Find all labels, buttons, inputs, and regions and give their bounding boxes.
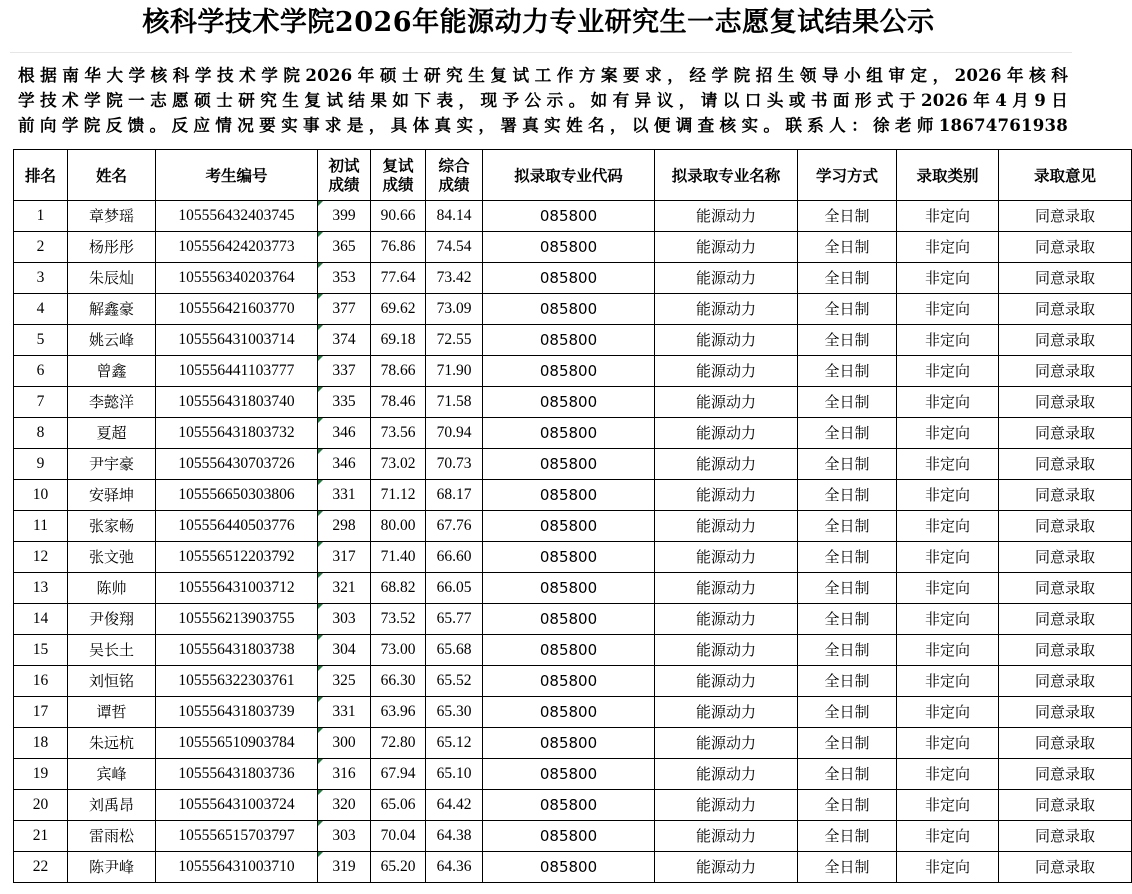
cell-exam-id: 105556431803738	[156, 635, 318, 666]
table-row	[14, 604, 1132, 635]
cell-major-name: 能源动力	[655, 728, 798, 759]
cell-major-code: 085800	[483, 418, 655, 449]
cell-major-name: 能源动力	[655, 790, 798, 821]
cell-major-code: 085800	[483, 263, 655, 294]
cell-exam-id: 105556430703726	[156, 449, 318, 480]
cell-name: 吴长土	[68, 635, 156, 666]
cell-total-score: 68.17	[426, 480, 483, 511]
cell-exam-id: 105556431803739	[156, 697, 318, 728]
title-divider	[10, 52, 1072, 53]
cell-opinion: 同意录取	[999, 294, 1132, 325]
table-row	[14, 821, 1132, 852]
table-row	[14, 201, 1132, 232]
cell-total-score: 71.90	[426, 356, 483, 387]
cell-initial-score: 319	[318, 852, 371, 883]
table-row	[14, 511, 1132, 542]
table-row	[14, 418, 1132, 449]
cell-total-score: 65.30	[426, 697, 483, 728]
cell-retest-score: 68.82	[371, 573, 426, 604]
notice-line: 前向学院反馈。反应情况要实事求是，具体真实，署真实姓名，以便调查核实。联系人：徐老师18674761938	[18, 115, 1068, 135]
cell-major-name: 能源动力	[655, 542, 798, 573]
cell-retest-score: 69.62	[371, 294, 426, 325]
cell-major-code: 085800	[483, 635, 655, 666]
cell-initial-score: 377	[318, 294, 371, 325]
header-major-code-label: 拟录取专业代码	[514, 165, 623, 185]
cell-name: 刘恒铭	[68, 666, 156, 697]
cell-exam-id: 105556515703797	[156, 821, 318, 852]
cell-total-score: 65.68	[426, 635, 483, 666]
cell-total-score: 70.94	[426, 418, 483, 449]
cell-initial-score: 303	[318, 821, 371, 852]
cell-major-code: 085800	[483, 697, 655, 728]
header-initial-score-label: 初试成绩	[328, 156, 360, 194]
cell-opinion: 同意录取	[999, 387, 1132, 418]
cell-initial-score: 320	[318, 790, 371, 821]
cell-study-mode: 全日制	[798, 325, 897, 356]
cell-name: 杨彤彤	[68, 232, 156, 263]
cell-initial-score: 399	[318, 201, 371, 232]
cell-major-name: 能源动力	[655, 263, 798, 294]
cell-major-code: 085800	[483, 790, 655, 821]
cell-rank: 18	[14, 728, 68, 759]
cell-rank: 22	[14, 852, 68, 883]
cell-name: 朱辰灿	[68, 263, 156, 294]
cell-total-score: 65.77	[426, 604, 483, 635]
cell-category: 非定向	[897, 573, 999, 604]
cell-opinion: 同意录取	[999, 821, 1132, 852]
cell-retest-score: 70.04	[371, 821, 426, 852]
cell-category: 非定向	[897, 697, 999, 728]
table-row	[14, 542, 1132, 573]
cell-category: 非定向	[897, 666, 999, 697]
table-row	[14, 356, 1132, 387]
cell-retest-score: 65.06	[371, 790, 426, 821]
cell-study-mode: 全日制	[798, 232, 897, 263]
cell-initial-score: 353	[318, 263, 371, 294]
cell-opinion: 同意录取	[999, 449, 1132, 480]
header-major-name: 拟录取专业名称	[655, 150, 798, 201]
cell-opinion: 同意录取	[999, 759, 1132, 790]
cell-rank: 12	[14, 542, 68, 573]
cell-study-mode: 全日制	[798, 790, 897, 821]
cell-study-mode: 全日制	[798, 604, 897, 635]
cell-initial-score: 331	[318, 480, 371, 511]
cell-opinion: 同意录取	[999, 232, 1132, 263]
cell-total-score: 84.14	[426, 201, 483, 232]
cell-major-name: 能源动力	[655, 480, 798, 511]
cell-exam-id: 105556322303761	[156, 666, 318, 697]
table-body	[14, 201, 1132, 883]
cell-category: 非定向	[897, 480, 999, 511]
cell-study-mode: 全日制	[798, 511, 897, 542]
cell-category: 非定向	[897, 201, 999, 232]
cell-initial-score: 304	[318, 635, 371, 666]
cell-major-name: 能源动力	[655, 294, 798, 325]
cell-major-name: 能源动力	[655, 232, 798, 263]
cell-opinion: 同意录取	[999, 263, 1132, 294]
cell-name: 张家畅	[68, 511, 156, 542]
cell-major-name: 能源动力	[655, 821, 798, 852]
cell-initial-score: 316	[318, 759, 371, 790]
table-row	[14, 666, 1132, 697]
cell-category: 非定向	[897, 356, 999, 387]
cell-major-name: 能源动力	[655, 666, 798, 697]
cell-rank: 4	[14, 294, 68, 325]
cell-initial-score: 331	[318, 697, 371, 728]
cell-category: 非定向	[897, 418, 999, 449]
cell-major-code: 085800	[483, 573, 655, 604]
table-row	[14, 759, 1132, 790]
cell-exam-id: 105556213903755	[156, 604, 318, 635]
cell-name: 张文弛	[68, 542, 156, 573]
cell-major-code: 085800	[483, 449, 655, 480]
cell-category: 非定向	[897, 232, 999, 263]
table-row	[14, 387, 1132, 418]
header-study-mode: 学习方式	[798, 150, 897, 201]
cell-retest-score: 72.80	[371, 728, 426, 759]
cell-major-name: 能源动力	[655, 511, 798, 542]
cell-retest-score: 73.56	[371, 418, 426, 449]
cell-major-code: 085800	[483, 201, 655, 232]
cell-study-mode: 全日制	[798, 666, 897, 697]
cell-study-mode: 全日制	[798, 635, 897, 666]
table-row	[14, 449, 1132, 480]
cell-name: 陈帅	[68, 573, 156, 604]
cell-total-score: 74.54	[426, 232, 483, 263]
cell-opinion: 同意录取	[999, 480, 1132, 511]
cell-retest-score: 71.40	[371, 542, 426, 573]
header-category: 录取类别	[897, 150, 999, 201]
cell-rank: 19	[14, 759, 68, 790]
cell-name: 尹俊翔	[68, 604, 156, 635]
table-row	[14, 573, 1132, 604]
cell-total-score: 64.38	[426, 821, 483, 852]
cell-category: 非定向	[897, 263, 999, 294]
cell-name: 曾鑫	[68, 356, 156, 387]
cell-total-score: 64.36	[426, 852, 483, 883]
cell-retest-score: 67.94	[371, 759, 426, 790]
cell-total-score: 66.05	[426, 573, 483, 604]
header-total-score-label: 综合成绩	[438, 156, 470, 194]
cell-retest-score: 63.96	[371, 697, 426, 728]
cell-exam-id: 105556431803732	[156, 418, 318, 449]
cell-major-name: 能源动力	[655, 697, 798, 728]
cell-initial-score: 337	[318, 356, 371, 387]
cell-opinion: 同意录取	[999, 201, 1132, 232]
cell-major-code: 085800	[483, 666, 655, 697]
cell-major-code: 085800	[483, 852, 655, 883]
table-row	[14, 852, 1132, 883]
cell-retest-score: 73.52	[371, 604, 426, 635]
cell-rank: 11	[14, 511, 68, 542]
cell-name: 谭哲	[68, 697, 156, 728]
header-row	[14, 150, 1132, 201]
cell-major-code: 085800	[483, 728, 655, 759]
header-rank: 排名	[14, 150, 68, 201]
cell-study-mode: 全日制	[798, 356, 897, 387]
cell-rank: 16	[14, 666, 68, 697]
cell-study-mode: 全日制	[798, 387, 897, 418]
cell-major-code: 085800	[483, 604, 655, 635]
cell-opinion: 同意录取	[999, 542, 1132, 573]
cell-rank: 1	[14, 201, 68, 232]
cell-category: 非定向	[897, 728, 999, 759]
cell-retest-score: 80.00	[371, 511, 426, 542]
cell-exam-id: 105556431803740	[156, 387, 318, 418]
cell-category: 非定向	[897, 604, 999, 635]
cell-study-mode: 全日制	[798, 449, 897, 480]
cell-category: 非定向	[897, 387, 999, 418]
cell-retest-score: 73.02	[371, 449, 426, 480]
cell-total-score: 66.60	[426, 542, 483, 573]
cell-exam-id: 105556431003710	[156, 852, 318, 883]
cell-rank: 9	[14, 449, 68, 480]
cell-retest-score: 77.64	[371, 263, 426, 294]
cell-name: 夏超	[68, 418, 156, 449]
cell-major-code: 085800	[483, 821, 655, 852]
header-major-code	[483, 150, 655, 201]
cell-exam-id: 105556512203792	[156, 542, 318, 573]
cell-rank: 17	[14, 697, 68, 728]
cell-rank: 2	[14, 232, 68, 263]
cell-category: 非定向	[897, 449, 999, 480]
cell-name: 解鑫豪	[68, 294, 156, 325]
cell-major-code: 085800	[483, 542, 655, 573]
results-table	[13, 149, 1132, 883]
cell-category: 非定向	[897, 635, 999, 666]
cell-opinion: 同意录取	[999, 635, 1132, 666]
table-row	[14, 697, 1132, 728]
header-initial-score	[318, 150, 371, 201]
cell-major-name: 能源动力	[655, 325, 798, 356]
cell-initial-score: 346	[318, 418, 371, 449]
cell-major-code: 085800	[483, 511, 655, 542]
cell-name: 朱远杭	[68, 728, 156, 759]
header-retest-score	[371, 150, 426, 201]
cell-study-mode: 全日制	[798, 821, 897, 852]
cell-exam-id: 105556441103777	[156, 356, 318, 387]
cell-opinion: 同意录取	[999, 697, 1132, 728]
cell-study-mode: 全日制	[798, 201, 897, 232]
table-row	[14, 263, 1132, 294]
header-opinion: 录取意见	[999, 150, 1132, 201]
cell-study-mode: 全日制	[798, 759, 897, 790]
cell-major-name: 能源动力	[655, 852, 798, 883]
cell-initial-score: 303	[318, 604, 371, 635]
cell-retest-score: 71.12	[371, 480, 426, 511]
cell-exam-id: 105556340203764	[156, 263, 318, 294]
cell-rank: 6	[14, 356, 68, 387]
cell-total-score: 71.58	[426, 387, 483, 418]
cell-total-score: 72.55	[426, 325, 483, 356]
table-row	[14, 325, 1132, 356]
cell-major-code: 085800	[483, 356, 655, 387]
cell-major-name: 能源动力	[655, 387, 798, 418]
cell-study-mode: 全日制	[798, 263, 897, 294]
cell-total-score: 73.09	[426, 294, 483, 325]
cell-major-code: 085800	[483, 480, 655, 511]
cell-exam-id: 105556431003724	[156, 790, 318, 821]
cell-total-score: 65.10	[426, 759, 483, 790]
table-row	[14, 790, 1132, 821]
cell-name: 雷雨松	[68, 821, 156, 852]
cell-retest-score: 78.46	[371, 387, 426, 418]
cell-study-mode: 全日制	[798, 480, 897, 511]
cell-opinion: 同意录取	[999, 790, 1132, 821]
cell-total-score: 70.73	[426, 449, 483, 480]
notice-line: 学技术学院一志愿硕士研究生复试结果如下表，现予公示。如有异议，请以口头或书面形式于2026年4月9日	[18, 90, 1068, 110]
cell-name: 陈尹峰	[68, 852, 156, 883]
cell-category: 非定向	[897, 852, 999, 883]
cell-rank: 21	[14, 821, 68, 852]
cell-opinion: 同意录取	[999, 573, 1132, 604]
header-exam-id: 考生编号	[156, 150, 318, 201]
cell-initial-score: 321	[318, 573, 371, 604]
cell-rank: 7	[14, 387, 68, 418]
cell-retest-score: 73.00	[371, 635, 426, 666]
cell-exam-id: 105556421603770	[156, 294, 318, 325]
cell-major-name: 能源动力	[655, 759, 798, 790]
cell-exam-id: 105556650303806	[156, 480, 318, 511]
cell-major-code: 085800	[483, 387, 655, 418]
cell-rank: 13	[14, 573, 68, 604]
cell-total-score: 73.42	[426, 263, 483, 294]
cell-opinion: 同意录取	[999, 728, 1132, 759]
cell-total-score: 67.76	[426, 511, 483, 542]
cell-study-mode: 全日制	[798, 852, 897, 883]
cell-opinion: 同意录取	[999, 666, 1132, 697]
cell-opinion: 同意录取	[999, 418, 1132, 449]
notice-line: 根据南华大学核科学技术学院2026年硕士研究生复试工作方案要求，经学院招生领导小组审定，2026年核科	[18, 65, 1068, 85]
cell-major-code: 085800	[483, 325, 655, 356]
cell-retest-score: 66.30	[371, 666, 426, 697]
cell-opinion: 同意录取	[999, 325, 1132, 356]
table-row	[14, 728, 1132, 759]
cell-total-score: 65.12	[426, 728, 483, 759]
cell-name: 姚云峰	[68, 325, 156, 356]
cell-retest-score: 76.86	[371, 232, 426, 263]
cell-retest-score: 69.18	[371, 325, 426, 356]
page-title: 核科学技术学院2026年能源动力专业研究生一志愿复试结果公示	[142, 7, 935, 38]
cell-exam-id: 105556440503776	[156, 511, 318, 542]
cell-study-mode: 全日制	[798, 294, 897, 325]
cell-name: 刘禹昂	[68, 790, 156, 821]
cell-opinion: 同意录取	[999, 604, 1132, 635]
cell-major-name: 能源动力	[655, 449, 798, 480]
cell-exam-id: 105556431803736	[156, 759, 318, 790]
cell-study-mode: 全日制	[798, 542, 897, 573]
cell-major-name: 能源动力	[655, 201, 798, 232]
cell-rank: 20	[14, 790, 68, 821]
table-row	[14, 232, 1132, 263]
header-retest-score-label: 复试成绩	[382, 156, 414, 194]
cell-name: 安驿坤	[68, 480, 156, 511]
cell-initial-score: 300	[318, 728, 371, 759]
cell-exam-id: 105556431003712	[156, 573, 318, 604]
header-total-score	[426, 150, 483, 201]
cell-category: 非定向	[897, 294, 999, 325]
cell-initial-score: 335	[318, 387, 371, 418]
cell-study-mode: 全日制	[798, 697, 897, 728]
cell-opinion: 同意录取	[999, 852, 1132, 883]
cell-rank: 14	[14, 604, 68, 635]
cell-initial-score: 325	[318, 666, 371, 697]
cell-major-name: 能源动力	[655, 604, 798, 635]
table-row	[14, 294, 1132, 325]
cell-initial-score: 365	[318, 232, 371, 263]
cell-category: 非定向	[897, 759, 999, 790]
table-header	[14, 150, 1132, 201]
cell-study-mode: 全日制	[798, 728, 897, 759]
cell-name: 尹宇豪	[68, 449, 156, 480]
cell-exam-id: 105556431003714	[156, 325, 318, 356]
cell-opinion: 同意录取	[999, 511, 1132, 542]
cell-rank: 8	[14, 418, 68, 449]
cell-initial-score: 317	[318, 542, 371, 573]
cell-major-name: 能源动力	[655, 418, 798, 449]
cell-name: 李懿洋	[68, 387, 156, 418]
cell-initial-score: 298	[318, 511, 371, 542]
cell-major-code: 085800	[483, 232, 655, 263]
cell-rank: 15	[14, 635, 68, 666]
cell-initial-score: 346	[318, 449, 371, 480]
cell-exam-id: 105556424203773	[156, 232, 318, 263]
cell-total-score: 65.52	[426, 666, 483, 697]
cell-major-name: 能源动力	[655, 635, 798, 666]
cell-exam-id: 105556510903784	[156, 728, 318, 759]
table-row	[14, 635, 1132, 666]
cell-major-name: 能源动力	[655, 573, 798, 604]
cell-major-code: 085800	[483, 294, 655, 325]
cell-rank: 3	[14, 263, 68, 294]
cell-category: 非定向	[897, 790, 999, 821]
cell-major-name: 能源动力	[655, 356, 798, 387]
cell-study-mode: 全日制	[798, 573, 897, 604]
cell-opinion: 同意录取	[999, 356, 1132, 387]
cell-name: 章梦瑶	[68, 201, 156, 232]
cell-name: 宾峰	[68, 759, 156, 790]
cell-retest-score: 90.66	[371, 201, 426, 232]
cell-total-score: 64.42	[426, 790, 483, 821]
cell-initial-score: 374	[318, 325, 371, 356]
cell-study-mode: 全日制	[798, 418, 897, 449]
cell-major-code: 085800	[483, 759, 655, 790]
cell-exam-id: 105556432403745	[156, 201, 318, 232]
cell-retest-score: 78.66	[371, 356, 426, 387]
cell-rank: 10	[14, 480, 68, 511]
table-row	[14, 480, 1132, 511]
cell-category: 非定向	[897, 511, 999, 542]
cell-category: 非定向	[897, 542, 999, 573]
cell-retest-score: 65.20	[371, 852, 426, 883]
cell-rank: 5	[14, 325, 68, 356]
cell-category: 非定向	[897, 325, 999, 356]
cell-category: 非定向	[897, 821, 999, 852]
header-name: 姓名	[68, 150, 156, 201]
notice-paragraph	[18, 63, 1068, 138]
